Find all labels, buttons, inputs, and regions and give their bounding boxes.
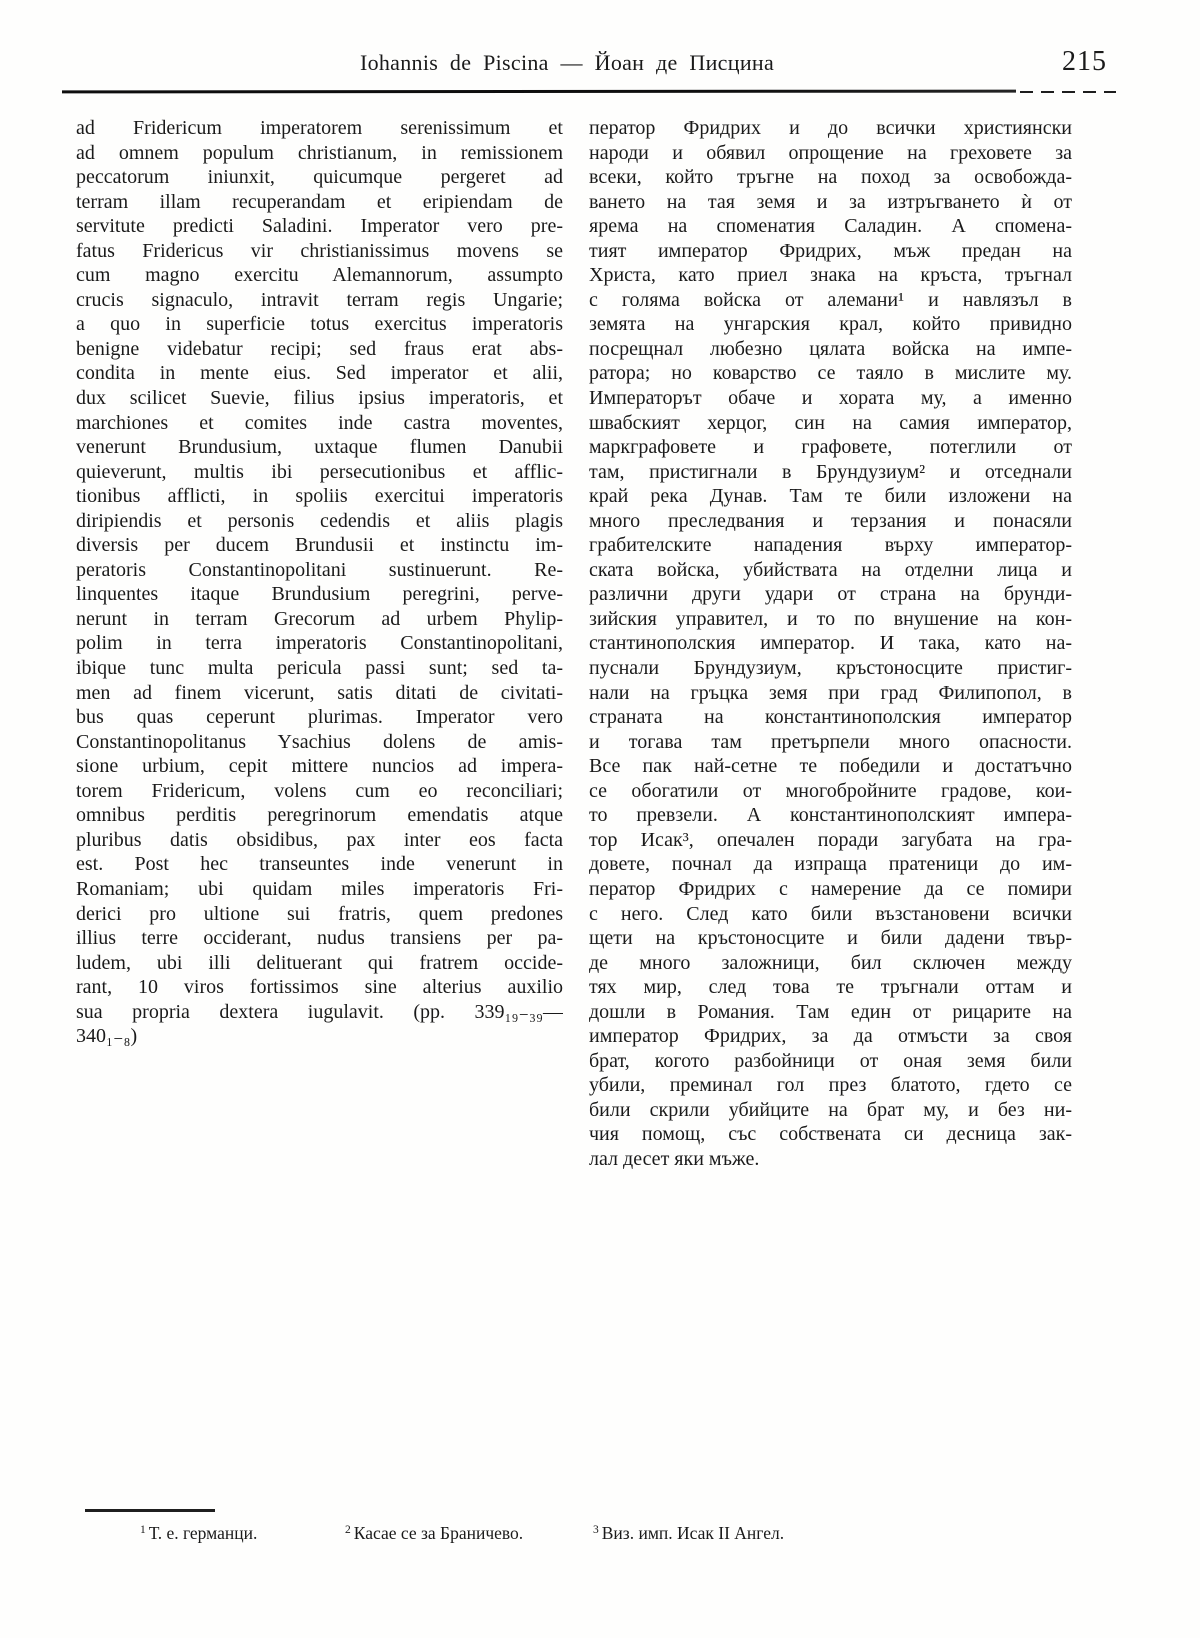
text-line: посрещнал любезно цялата войска на импе- xyxy=(589,337,1072,360)
text-line: ad omnem populum christianum, in remissionem xyxy=(76,141,563,164)
text-line: derici pro ultione sui fratris, quem predones xyxy=(76,902,563,925)
text-line: ludem, ubi illi delituerant qui fratrem occide- xyxy=(76,951,563,974)
text-line: a quo in superficie totus exercitus imperatoris xyxy=(76,313,563,336)
text-line: condita in mente eius. Sed imperator et alii, xyxy=(76,362,563,385)
footnote-2-marker: 2 xyxy=(345,1524,351,1536)
text-line: ibique tunc multa pericula passi sunt; sed ta- xyxy=(76,657,563,680)
footnotes-row xyxy=(0,1523,1200,1553)
footnote-3 xyxy=(593,1523,784,1544)
text-line: тор Исак³, опечален поради загубата на гра- xyxy=(589,828,1072,851)
text-line: край река Дунав. Там те били изложени на xyxy=(589,485,1072,508)
text-line: народи и обявил опрощение на греховете за xyxy=(589,141,1072,164)
text-line: fatus Fridericus vir christianissimus movens se xyxy=(76,239,563,262)
bulgarian-text-column xyxy=(589,116,1072,1172)
text-line: Христа, като приел знака на кръста, тръгнал xyxy=(589,264,1072,287)
text-line: маркграфовете и графовете, потеглили от xyxy=(589,436,1072,459)
text-line: швабският херцог, син на самия император, xyxy=(589,411,1072,434)
text-line: illius terre occiderant, nudus transiens per pa- xyxy=(76,927,563,950)
text-line: terram illam recuperandam et eripiendam de xyxy=(76,190,563,213)
text-line: servitute predicti Saladini. Imperator vero pre- xyxy=(76,215,563,238)
text-line: чия помощ, със собствената си десница зак- xyxy=(589,1123,1072,1146)
text-line: benigne videbatur recipi; sed fraus erat abs- xyxy=(76,337,563,360)
text-line: men ad finem vicerunt, satis ditati de civitati- xyxy=(76,681,563,704)
text-line: брат, когото разбойници от оная земя били xyxy=(589,1049,1072,1072)
text-line: tionibus afflicti, in spoliis exercitui imperatoris xyxy=(76,485,563,508)
text-line: тият император Фридрих, мъж предан на xyxy=(589,239,1072,262)
text-line: peratoris Constantinopolitani sustinuerunt. Re- xyxy=(76,558,563,581)
text-line: crucis signaculo, intravit terram regis Ungarie; xyxy=(76,288,563,311)
text-line: Императорът обаче и хората му, а именно xyxy=(589,387,1072,410)
text-line: nerunt in terram Grecorum ad urbem Phylip- xyxy=(76,607,563,630)
text-line: ската войска, убийствата на отделни лица и xyxy=(589,558,1072,581)
text-line: est. Post hec transeuntes inde venerunt in xyxy=(76,853,563,876)
text-line: пуснали Брундузиум, кръстоносците пристиг- xyxy=(589,657,1072,680)
text-line: и тогава там претърпели много опасности. xyxy=(589,730,1072,753)
text-line: с него. След като били възстановени всички xyxy=(589,902,1072,925)
latin-text-column xyxy=(76,116,563,1049)
text-line: ратора; но коварство се таяло в мислите му. xyxy=(589,362,1072,385)
footnote-1-text: Т. е. германци. xyxy=(148,1523,258,1543)
text-line: зийския управител, и то по внушение на кон- xyxy=(589,607,1072,630)
text-line: marchiones et comites inde castra moventes, xyxy=(76,411,563,434)
text-line: грабителските нападения върху император- xyxy=(589,534,1072,557)
text-line: pluribus datis obsidibus, pax inter eos facta xyxy=(76,828,563,851)
text-line: всеки, който тръгне на поход за освобожда- xyxy=(589,166,1072,189)
footnote-3-text: Виз. имп. Исак II Ангел. xyxy=(601,1523,785,1543)
text-line: много преследвания и терзания и понасяли xyxy=(589,509,1072,532)
footnote-2-text: Касае се за Браничево. xyxy=(353,1523,524,1543)
footnote-1 xyxy=(140,1523,257,1544)
text-line: ването на тая земя и за изтръгването ѝ от xyxy=(589,190,1072,213)
text-line: се обогатили от многобройните градове, кои- xyxy=(589,779,1072,802)
text-line: quieverunt, multis ibi persecutionibus et afflic- xyxy=(76,460,563,483)
text-line: били скрили убийците на брат му, и без ни- xyxy=(589,1098,1072,1121)
text-line: де много заложници, бил сключен между xyxy=(589,951,1072,974)
text-line: лал десет яки мъже. xyxy=(589,1147,760,1170)
text-line: дошли в Романия. Там един от рицарите на xyxy=(589,1000,1072,1023)
text-line: император Фридрих, за да отмъсти за своя xyxy=(589,1025,1072,1048)
footnote-3-marker: 3 xyxy=(593,1524,599,1536)
text-line: Constantinopolitanus Ysachius dolens de amis- xyxy=(76,730,563,753)
running-header-title: Iohannis de Piscina — Йоан де Писцина xyxy=(359,50,775,75)
text-line: peccatorum iniunxit, quicumque pergeret ad xyxy=(76,166,563,189)
text-line: omnibus perditis peregrinorum emendatis atque xyxy=(76,804,563,827)
text-line: sione urbium, cepit mittere nuncios ad impera- xyxy=(76,755,563,778)
text-line: нали на гръцка земя при град Филипопол, в xyxy=(589,681,1072,704)
footnote-1-marker: 1 xyxy=(140,1524,146,1536)
footnote-2 xyxy=(345,1523,523,1544)
text-line: 340₁₋₈) xyxy=(76,1025,138,1048)
text-line: venerunt Brundusium, uxtaque flumen Danubii xyxy=(76,436,563,459)
text-line: тях мир, след това те тръгнали оттам и xyxy=(589,976,1072,999)
text-line: Romaniam; ubi quidam miles imperatoris Fri- xyxy=(76,877,563,900)
text-line: земята на унгарския крал, който привидно xyxy=(589,313,1072,336)
header-rule-dashed-end xyxy=(1020,91,1116,93)
text-line: diripiendis et personis cedendis et aliis plagis xyxy=(76,509,563,532)
text-line: sua propria dextera iugulavit. (pp. 339₁₉₋₃₉— xyxy=(76,1000,563,1023)
text-line: polim in terra imperatoris Constantinopolitani, xyxy=(76,632,563,655)
text-line: убили, преминал гол през блатото, гдето се xyxy=(589,1074,1072,1097)
text-line: torem Fridericum, volens cum eo reconciliari; xyxy=(76,779,563,802)
text-line: ярема на споменатия Саладин. А спомена- xyxy=(589,215,1072,238)
page-number: 215 xyxy=(1062,46,1107,77)
text-line: Все пак най-сетне те победили и достатъчно xyxy=(589,755,1072,778)
text-line: cum magno exercitu Alemannorum, assumpto xyxy=(76,264,563,287)
text-line: то превзели. А константинополският импера- xyxy=(589,804,1072,827)
text-line: diversis per ducem Brundusii et instinctu im- xyxy=(76,534,563,557)
text-line: страната на константинополския император xyxy=(589,706,1072,729)
text-line: различни други удари от страна на брунди- xyxy=(589,583,1072,606)
text-line: ператор Фридрих и до всички християнски xyxy=(589,117,1072,139)
text-line: ператор Фридрих с намерение да се помири xyxy=(589,877,1072,900)
text-line: ad Fridericum imperatorem serenissimum et xyxy=(76,117,563,139)
text-line: bus quas ceperunt plurimas. Imperator vero xyxy=(76,706,563,729)
text-line: стантинополския император. И така, като на- xyxy=(589,632,1072,655)
text-line: там, пристигнали в Брундузиум² и отседнали xyxy=(589,460,1072,483)
text-line: linquentes itaque Brundusium peregrini, perve- xyxy=(76,583,563,606)
footnote-separator-rule xyxy=(85,1509,215,1512)
text-line: dux scilicet Suevie, filius ipsius imperatoris, et xyxy=(76,387,563,410)
text-line: довете, почнал да изпраща пратеници до им- xyxy=(589,853,1072,876)
text-line: с голяма войска от алемани¹ и навлязъл в xyxy=(589,288,1072,311)
header-rule xyxy=(62,90,1016,94)
text-line: rant, 10 viros fortissimos sine alterius auxilio xyxy=(76,976,563,999)
text-line: щети на кръстоносците и били дадени твър- xyxy=(589,927,1072,950)
